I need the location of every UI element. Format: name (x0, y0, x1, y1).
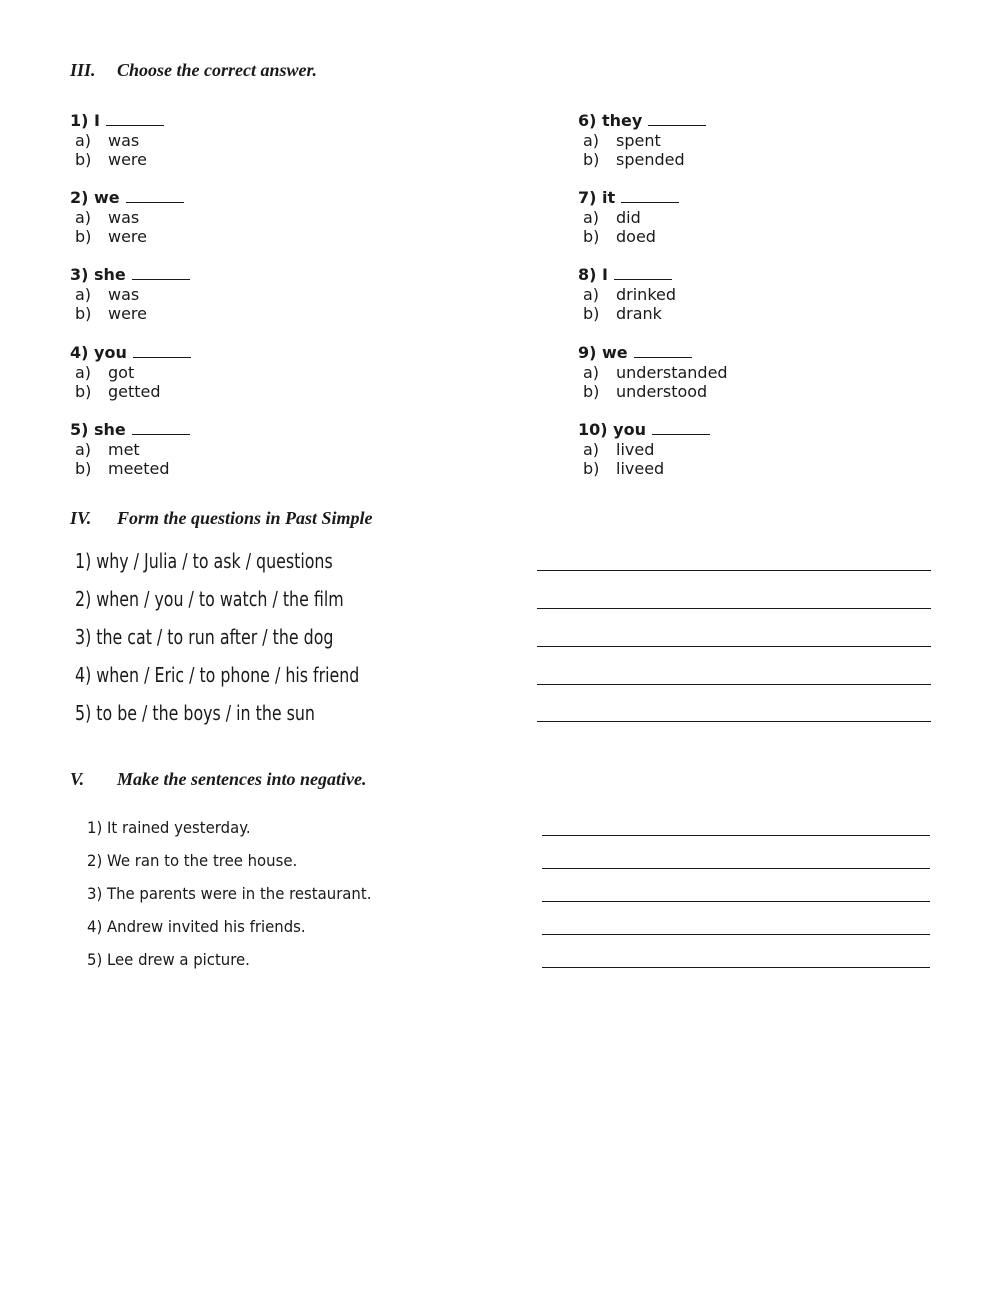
option-b[interactable]: b) understood (583, 382, 708, 401)
form-question-5: 5) to be / the boys / in the sun (75, 701, 315, 725)
section-3-number: III. (70, 60, 96, 80)
question-8 (578, 265, 676, 324)
negative-sentence-2: 2) We ran to the tree house. (87, 851, 298, 870)
option-a[interactable]: a) understanded (583, 362, 728, 382)
question-7 (578, 188, 679, 247)
negative-answer-line-4[interactable] (542, 934, 930, 935)
section-3-title: Choose the correct answer. (117, 60, 318, 80)
question-stem: 3) she (70, 265, 126, 284)
option-a[interactable]: a) did (583, 207, 641, 227)
form-question-1: 1) why / Julia / to ask / questions (75, 549, 333, 573)
question-6 (578, 111, 706, 170)
answer-blank[interactable] (621, 188, 679, 203)
answer-blank[interactable] (652, 420, 710, 435)
section-5-number: V. (70, 769, 85, 789)
answer-line-4[interactable] (537, 684, 931, 685)
negative-sentence-3: 3) The parents were in the restaurant. (87, 884, 372, 903)
option-b[interactable]: b) were (75, 150, 147, 169)
form-question-2: 2) when / you / to watch / the film (75, 587, 344, 611)
answer-blank[interactable] (132, 420, 190, 435)
section-5-heading (70, 769, 366, 790)
question-stem: 9) we (578, 343, 628, 362)
option-b[interactable]: b) getted (75, 382, 161, 401)
option-b[interactable]: b) liveed (583, 459, 665, 478)
answer-blank[interactable] (133, 343, 191, 358)
question-stem: 6) they (578, 111, 643, 130)
option-b[interactable]: b) were (75, 227, 147, 246)
negative-answer-line-2[interactable] (542, 868, 930, 869)
question-stem: 8) I (578, 265, 608, 284)
answer-blank[interactable] (634, 343, 692, 358)
option-b[interactable]: b) doed (583, 227, 656, 246)
option-b[interactable]: b) spended (583, 150, 685, 169)
answer-blank[interactable] (106, 111, 164, 126)
question-stem: 7) it (578, 188, 616, 207)
answer-line-3[interactable] (537, 646, 931, 647)
question-2 (70, 188, 184, 247)
section-5-title: Make the sentences into negative. (117, 769, 367, 789)
form-question-4: 4) when / Eric / to phone / his friend (75, 663, 360, 687)
answer-blank[interactable] (132, 265, 190, 280)
negative-sentence-4: 4) Andrew invited his friends. (87, 917, 306, 936)
negative-sentence-5: 5) Lee drew a picture. (87, 950, 250, 969)
option-b[interactable]: b) drank (583, 304, 662, 323)
section-4-title: Form the questions in Past Simple (117, 508, 373, 528)
question-stem: 4) you (70, 343, 127, 362)
question-3 (70, 265, 190, 324)
question-stem: 2) we (70, 188, 120, 207)
section-3-heading (70, 60, 317, 81)
option-b[interactable]: b) were (75, 304, 147, 323)
answer-blank[interactable] (614, 265, 672, 280)
form-question-3: 3) the cat / to run after / the dog (75, 625, 334, 649)
question-stem: 10) you (578, 420, 646, 439)
question-9 (578, 343, 728, 402)
option-a[interactable]: a) spent (583, 130, 661, 150)
option-a[interactable]: a) got (75, 362, 135, 382)
option-a[interactable]: a) was (75, 284, 140, 304)
option-b[interactable]: b) meeted (75, 459, 170, 478)
answer-line-5[interactable] (537, 721, 931, 722)
option-a[interactable]: a) lived (583, 439, 655, 459)
negative-answer-line-3[interactable] (542, 901, 930, 902)
answer-line-1[interactable] (537, 570, 931, 571)
question-5 (70, 420, 190, 479)
answer-blank[interactable] (648, 111, 706, 126)
section-4-number: IV. (70, 508, 92, 528)
question-4 (70, 343, 191, 402)
negative-answer-line-1[interactable] (542, 835, 930, 836)
negative-sentence-1: 1) It rained yesterday. (87, 818, 251, 837)
option-a[interactable]: a) was (75, 130, 140, 150)
option-a[interactable]: a) drinked (583, 284, 677, 304)
question-1 (70, 111, 164, 170)
answer-line-2[interactable] (537, 608, 931, 609)
question-stem: 5) she (70, 420, 126, 439)
question-stem: 1) I (70, 111, 100, 130)
negative-answer-line-5[interactable] (542, 967, 930, 968)
option-a[interactable]: a) met (75, 439, 140, 459)
answer-blank[interactable] (126, 188, 184, 203)
section-4-heading (70, 508, 373, 529)
question-10 (578, 420, 710, 479)
option-a[interactable]: a) was (75, 207, 140, 227)
